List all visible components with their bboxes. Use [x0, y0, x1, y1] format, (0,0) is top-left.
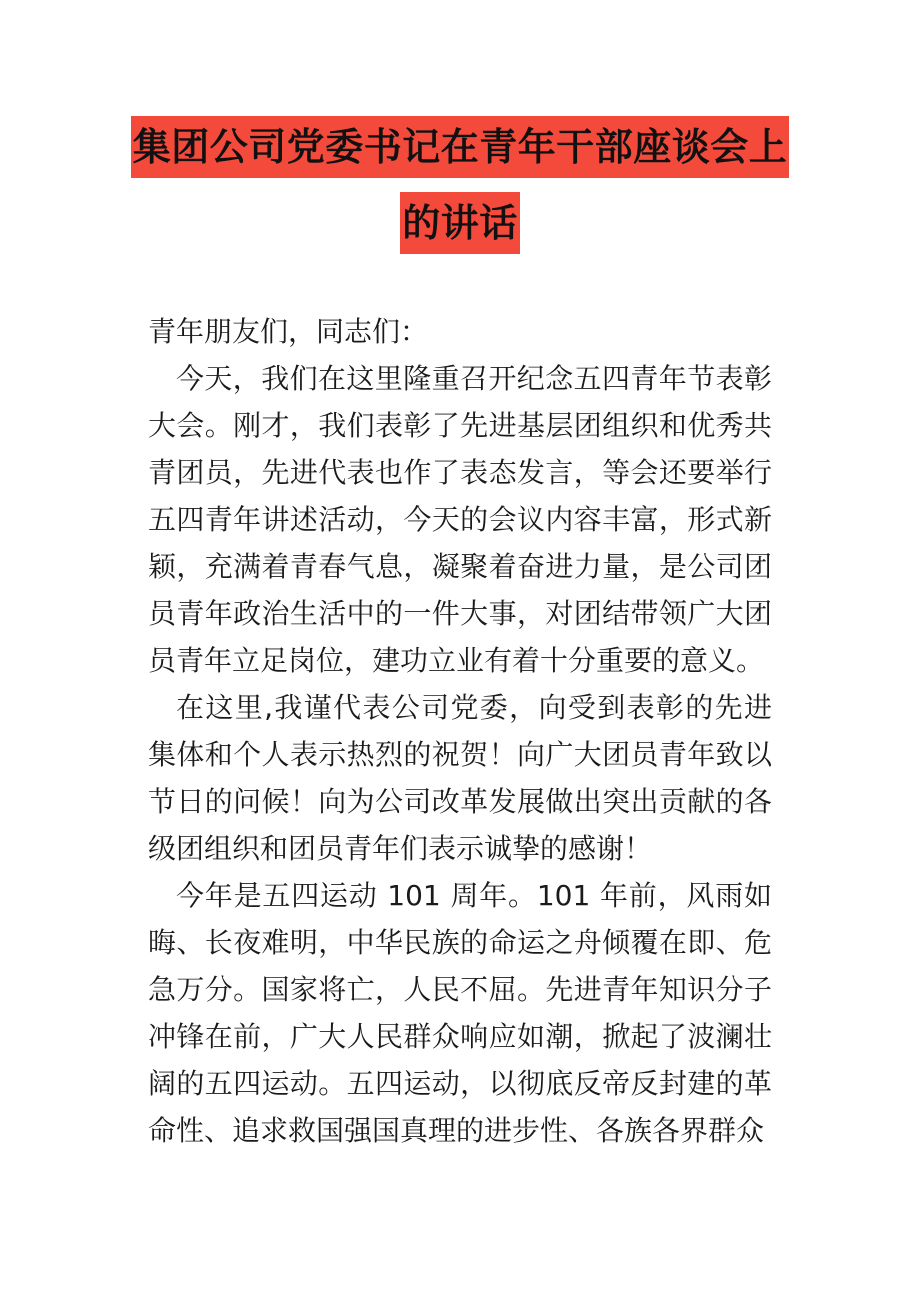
paragraph-1: 今天，我们在这里隆重召开纪念五四青年节表彰大会。刚才，我们表彰了先进基层团组织和优秀共青团员，先进代表也作了表态发言，等会还要举行五四青年讲述活动，今天的会议内容丰富，形式新颖，充满着青春气息，凝聚着奋进力量，是公司团员青年政治生活中的一件大事，对团结带领广大团员青年立足岗位，建功立业有着十分重要的意义。: [148, 362, 772, 677]
document-title: [0, 116, 920, 254]
paragraph-3: 今年是五四运动 101 周年。101 年前，风雨如晦、长夜难明，中华民族的命运之舟倾覆在即、危急万分。国家将亡，人民不屈。先进青年知识分子冲锋在前，广大人民群众响应如潮，掀起了波澜壮阔的五四运动。五四运动，以彻底反帝反封建的革命性、追求救国强国真理的进步性、各族各界群众: [148, 879, 772, 1147]
title-line-1: 集团公司党委书记在青年干部座谈会上: [131, 116, 790, 178]
document-body: [148, 308, 772, 1154]
paragraph-2: 在这里,我谨代表公司党委，向受到表彰的先进集体和个人表示热烈的祝贺！向广大团员青年致以节日的问候！向为公司改革发展做出突出贡献的各级团组织和团员青年们表示诚挚的感谢！: [148, 691, 772, 865]
title-line-2: 的讲话: [400, 192, 520, 254]
salutation: 青年朋友们，同志们：: [148, 315, 429, 348]
